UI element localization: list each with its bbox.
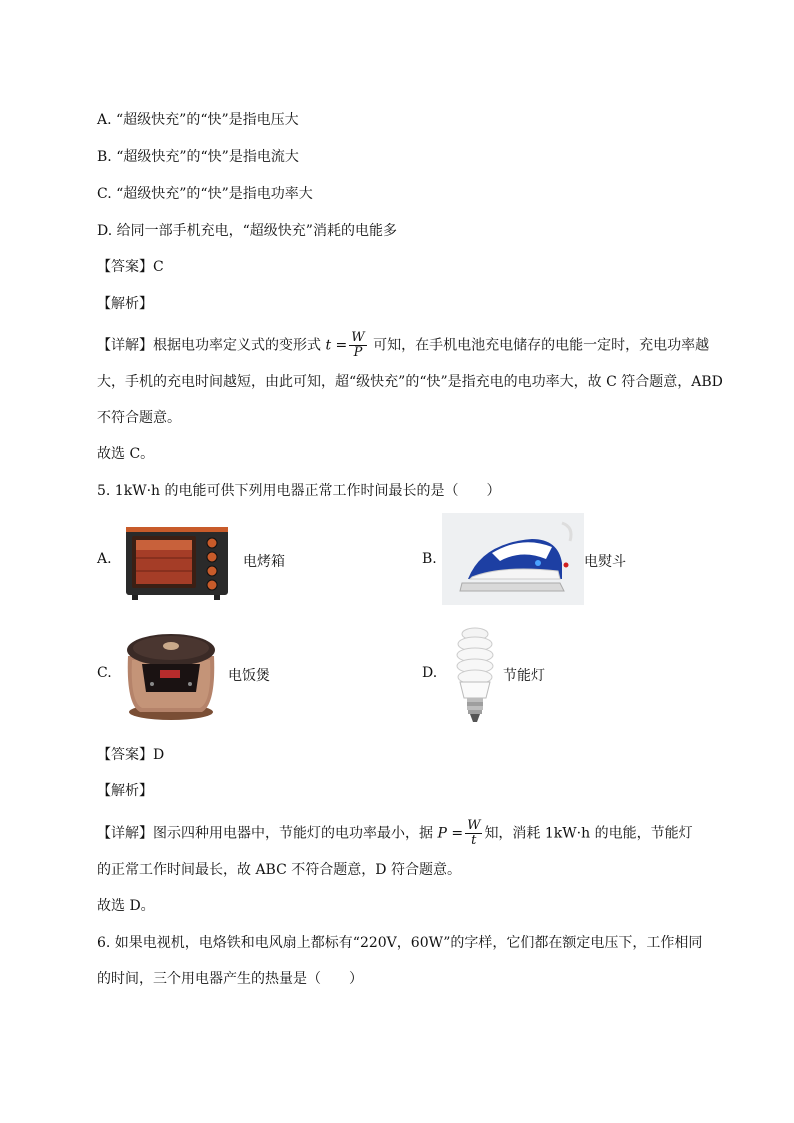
q4-formula-num: W (351, 330, 365, 345)
q5-detail-line2: 的正常工作时间最长，故 ABC 不符合题意，D 符合题意。 (97, 862, 461, 878)
q4-answer: 【答案】C (97, 259, 164, 275)
q5-option-c-label: C. (97, 665, 112, 681)
q4-option-a: A. “超级快充”的“快”是指电压大 (97, 112, 299, 128)
q4-option-d: D. 给同一部手机充电，“超级快充”消耗的电能多 (97, 223, 397, 239)
q5-option-c-text: 电饭煲 (228, 668, 270, 684)
q4-detail-line1-rest: 可知，在手机电池充电储存的电能一定时，充电功率越 (368, 337, 710, 354)
q5-option-d-text: 节能灯 (503, 668, 545, 684)
q5-stem: 5. 1kW·h 的电能可供下列用电器正常工作时间最长的是（ ） (97, 483, 501, 499)
q4-detail-line1 (97, 331, 709, 360)
q5-analysis-title: 【解析】 (97, 783, 153, 799)
q4-option-b: B. “超级快充”的“快”是指电流大 (97, 149, 299, 165)
cfl-bulb-image (452, 626, 498, 732)
q6-stem-line2: 的时间，三个用电器产生的热量是（ ） (97, 971, 363, 987)
oven-image (122, 523, 232, 605)
q4-analysis-title: 【解析】 (97, 296, 153, 312)
rice-cooker-image (120, 624, 222, 726)
q4-detail-prefix: 【详解】根据电功率定义式的变形式 (97, 337, 326, 354)
q5-answer: 【答案】D (97, 747, 165, 763)
q5-option-a-text: 电烤箱 (243, 554, 285, 570)
q5-detail-line1 (97, 819, 693, 848)
q5-option-d-label: D. (422, 665, 438, 681)
q5-formula-num: W (467, 818, 481, 833)
q5-conclusion: 故选 D。 (97, 898, 155, 914)
q4-option-c: C. “超级快充”的“快”是指电功率大 (97, 186, 313, 202)
q5-detail-line1-rest: 知，消耗 1kW·h 的电能，节能灯 (484, 825, 693, 842)
q4-detail-line2: 大，手机的充电时间越短，由此可知，超“级快充”的“快”是指充电的电功率大，故 C 符合题意，ABD (97, 374, 723, 390)
iron-image (442, 513, 584, 609)
q4-formula-lhs: t = (325, 337, 348, 354)
q5-formula-den: t (471, 833, 477, 848)
q5-option-a-label: A. (97, 551, 112, 567)
q5-formula-lhs: P = (437, 825, 464, 842)
q4-detail-line3: 不符合题意。 (97, 410, 181, 426)
q5-detail-prefix: 【详解】图示四种用电器中，节能灯的电功率最小，据 (97, 825, 438, 842)
q4-formula-den: P (353, 345, 363, 360)
q5-option-b-text: 电熨斗 (584, 554, 626, 570)
q4-conclusion: 故选 C。 (97, 446, 155, 462)
q5-option-b-label: B. (422, 551, 437, 567)
q6-stem-line1: 6. 如果电视机，电烙铁和电风扇上都标有“220V，60W”的字样，它们都在额定电压下，工作相同 (97, 935, 703, 951)
q4-formula-fraction (349, 331, 366, 360)
q5-formula-fraction (465, 819, 482, 848)
